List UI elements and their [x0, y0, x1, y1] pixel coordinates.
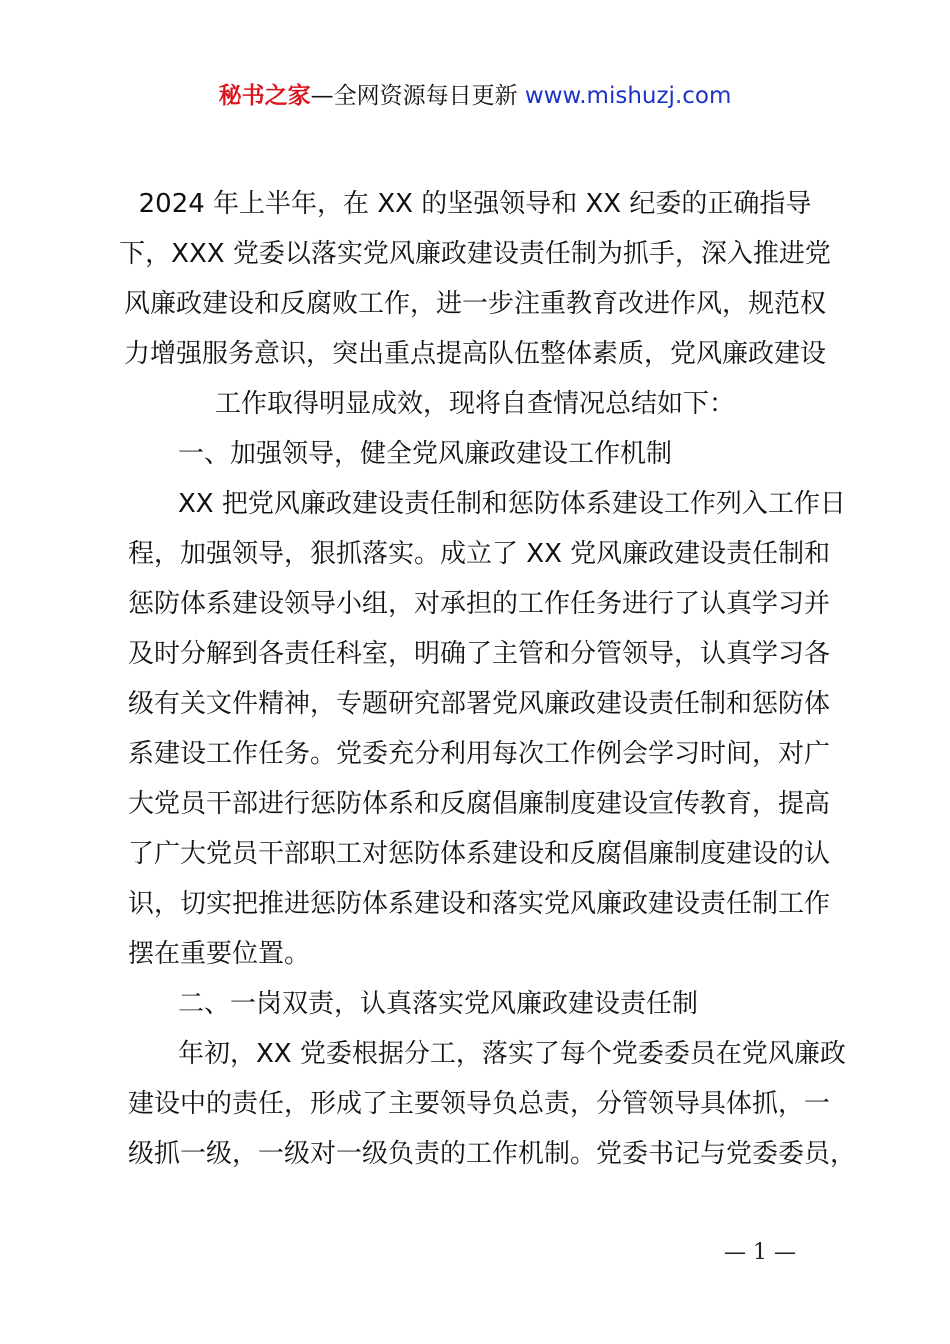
site-header [0, 80, 950, 112]
paragraph-line: 了广大党员干部职工对惩防体系建设和反腐倡廉制度建设的认 [128, 839, 831, 869]
paragraph-line: 识，切实把推进惩防体系建设和落实党风廉政建设责任制工作 [128, 889, 831, 919]
paragraph-line: 级抓一级，一级对一级负责的工作机制。党委书记与党委委员， [128, 1139, 857, 1169]
brand-name: 秘书之家 [218, 83, 311, 109]
intro-line: 工作取得明显成效，现将自查情况总结如下： [214, 389, 735, 419]
paragraph-line: 程，加强领导，狠抓落实。成立了 XX 党风廉政建设责任制和 [128, 539, 831, 569]
paragraph-line: 级有关文件精神，专题研究部署党风廉政建设责任制和惩防体 [128, 689, 831, 719]
site-url-link[interactable]: www.mishuzj.com [524, 83, 732, 109]
paragraph-line: 大党员干部进行惩防体系和反腐倡廉制度建设宣传教育，提高 [128, 789, 831, 819]
intro-line: 风廉政建设和反腐败工作，进一步注重教育改进作风，规范权 [123, 289, 826, 319]
section-heading: 一、加强领导，健全党风廉政建设工作机制 [178, 439, 673, 469]
intro-line: 力增强服务意识，突出重点提高队伍整体素质，党风廉政建设 [123, 339, 826, 369]
intro-line: 2024 年上半年，在 XX 的坚强领导和 XX 纪委的正确指导 [138, 189, 812, 219]
paragraph-line: 摆在重要位置。 [128, 939, 311, 969]
page-number: — 1 — [724, 1240, 796, 1265]
paragraph-line: 及时分解到各责任科室，明确了主管和分管领导，认真学习各 [128, 639, 831, 669]
paragraph-line: 惩防体系建设领导小组，对承担的工作任务进行了认真学习并 [128, 589, 831, 619]
paragraph-line: 建设中的责任，形成了主要领导负总责，分管领导具体抓，一 [128, 1089, 831, 1119]
paragraph-line: 年初，XX 党委根据分工，落实了每个党委委员在党风廉政 [178, 1039, 846, 1069]
paragraph-line: 系建设工作任务。党委充分利用每次工作例会学习时间，对广 [128, 739, 831, 769]
paragraph-line: XX 把党风廉政建设责任制和惩防体系建设工作列入工作日 [178, 489, 846, 519]
header-tagline: —全网资源每日更新 [310, 83, 518, 109]
section-heading: 二、一岗双责，认真落实党风廉政建设责任制 [178, 989, 699, 1019]
intro-line: 下，XXX 党委以落实党风廉政建设责任制为抓手，深入推进党 [119, 239, 831, 269]
